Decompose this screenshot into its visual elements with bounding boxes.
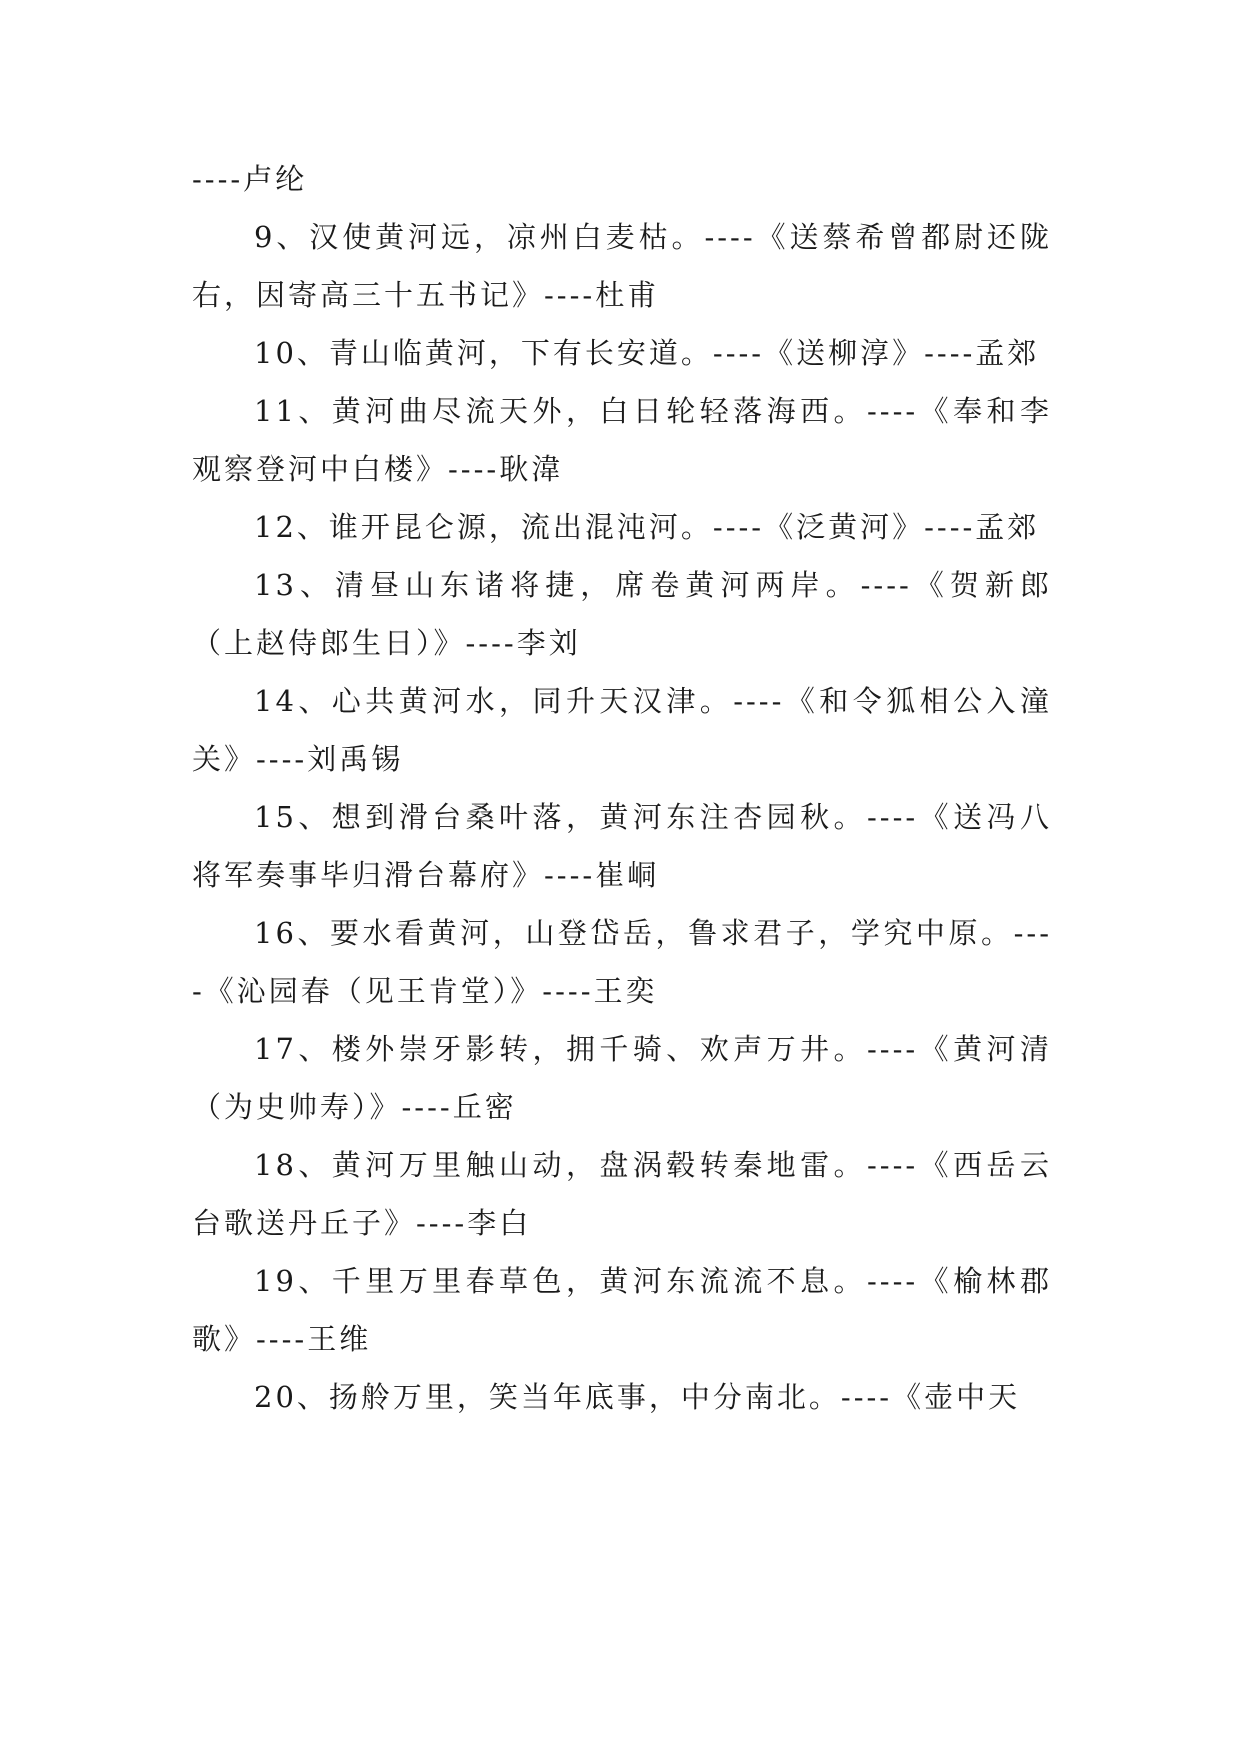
text-line-author-lulun: ----卢纶 [192,162,308,196]
document-page [192,150,1052,1426]
poem-entry-10: 10、青山临黄河，下有长安道。----《送柳淳》----孟郊 [254,336,1040,370]
poem-entry-13: 13、清昼山东诸将捷，席卷黄河两岸。----《贺新郎（上赵侍郎生日）》----李刘 [192,568,1052,660]
poem-entry-17: 17、楼外崇牙影转，拥千骑、欢声万井。----《黄河清（为史帅寿）》----丘密 [192,1032,1052,1124]
poem-entry-19: 19、千里万里春草色，黄河东流流不息。----《榆林郡歌》----王维 [192,1264,1052,1356]
poem-entry-18: 18、黄河万里触山动，盘涡毂转秦地雷。----《西岳云台歌送丹丘子》----李白 [192,1148,1052,1240]
poem-entry-16: 16、要水看黄河，山登岱岳，鲁求君子，学究中原。----《沁园春（见王肯堂）》----王奕 [192,916,1052,1008]
poem-entry-14: 14、心共黄河水，同升天汉津。----《和令狐相公入潼关》----刘禹锡 [192,684,1052,776]
poem-entry-20: 20、扬舲万里，笑当年底事，中分南北。----《壶中天 [254,1380,1021,1414]
poem-entry-9: 9、汉使黄河远，凉州白麦枯。----《送蔡希曾都尉还陇右，因寄高三十五书记》----杜甫 [192,220,1052,312]
poem-entry-15: 15、想到滑台桑叶落，黄河东注杏园秋。----《送冯八将军奏事毕归滑台幕府》----崔峒 [192,800,1052,892]
poem-entry-12: 12、谁开昆仑源，流出混沌河。----《泛黄河》----孟郊 [254,510,1040,544]
poem-entry-11: 11、黄河曲尽流天外，白日轮轻落海西。----《奉和李观察登河中白楼》----耿湋 [192,394,1052,486]
